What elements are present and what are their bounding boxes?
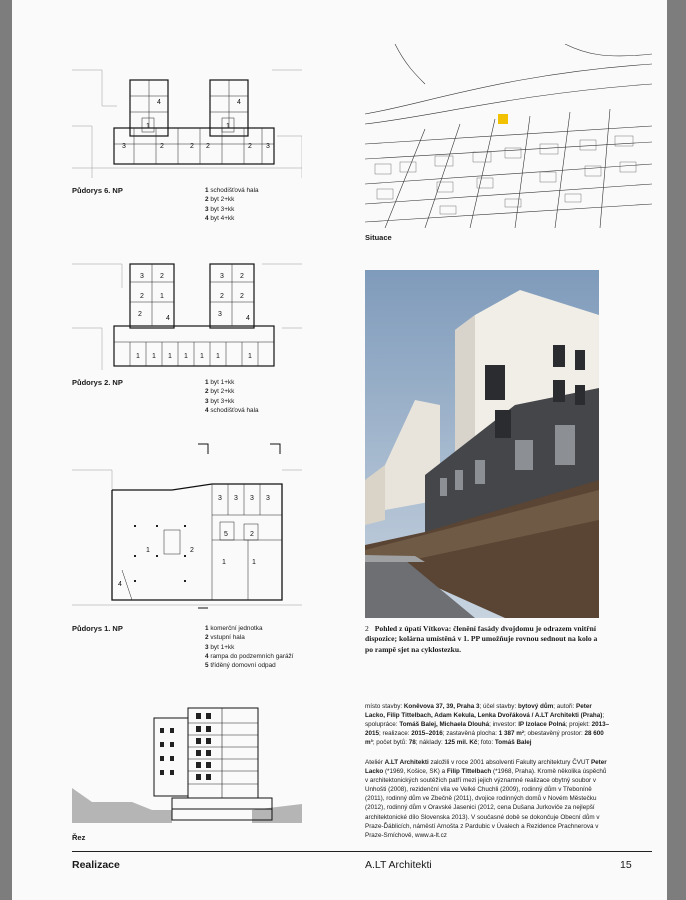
svg-text:1: 1	[146, 547, 150, 554]
svg-text:2: 2	[240, 293, 244, 300]
legend-item: 3 byt 3+kk	[205, 397, 235, 405]
svg-text:1: 1	[226, 123, 230, 130]
svg-text:1: 1	[216, 353, 220, 360]
situation-map-svg	[365, 44, 652, 228]
svg-text:3: 3	[140, 273, 144, 280]
svg-text:3: 3	[218, 311, 222, 318]
svg-text:1: 1	[200, 353, 204, 360]
legend-item: 1 komerční jednotka	[205, 625, 263, 632]
floor-plan-1np-drawing	[72, 440, 302, 615]
svg-text:2: 2	[206, 143, 210, 150]
plan-title-1np: Půdorys 1. NP	[72, 624, 123, 633]
svg-text:3: 3	[220, 273, 224, 280]
svg-text:4: 4	[166, 315, 170, 322]
plan-legend-6np	[205, 186, 259, 223]
floor-plan-2np-drawing	[72, 258, 302, 370]
situation-map	[365, 44, 652, 228]
legend-item: 3 byt 1+kk	[205, 643, 235, 651]
svg-text:2: 2	[138, 311, 142, 318]
svg-text:3: 3	[266, 495, 270, 502]
legend-item: 2 byt 2+kk	[205, 196, 235, 204]
project-facts: místo stavby: Koněvova 37, 39, Praha 3; účel stavby: bytový dům; autoři: Peter Lacko, Filip Tittelbach, Adam Kekula, Lenka Dvořáková / A.LT Architekti (Praha); spolupráce: Tomáš Balej, Michaela Dlouhá; investor: IP Izolace Polná; projekt: 2013–2015; realizace: 2015–2016; zastavěná plocha: 1 387 m²; obestavěný prostor: 28 600 m³; počet bytů: 78; náklady: 125 mil. Kč; foto: Tomáš Balej	[365, 703, 610, 747]
floor-plan-6np	[72, 66, 302, 178]
plan-legend-2np	[205, 378, 259, 415]
caption-number: 2	[365, 624, 369, 633]
svg-text:2: 2	[220, 293, 224, 300]
svg-text:2: 2	[160, 273, 164, 280]
floor-plan-1np	[72, 440, 302, 615]
page-number: 15	[620, 859, 632, 871]
magazine-page	[12, 0, 667, 900]
svg-text:2: 2	[140, 293, 144, 300]
svg-text:2: 2	[190, 547, 194, 554]
svg-text:1: 1	[252, 559, 256, 566]
legend-item: 4 byt 4+kk	[205, 214, 235, 222]
legend-item: 4 rampa do podzemních garáží	[205, 652, 294, 660]
situation-label: Situace	[365, 233, 392, 242]
plan-title-6np: Půdorys 6. NP	[72, 186, 123, 195]
svg-text:3: 3	[218, 495, 222, 502]
svg-text:2: 2	[160, 143, 164, 150]
svg-text:3: 3	[250, 495, 254, 502]
svg-text:1: 1	[160, 293, 164, 300]
floor-plan-2np	[72, 258, 302, 370]
site-marker	[498, 114, 508, 124]
plan-title-2np: Půdorys 2. NP	[72, 378, 123, 387]
svg-text:3: 3	[234, 495, 238, 502]
svg-text:1: 1	[184, 353, 188, 360]
svg-text:1: 1	[248, 353, 252, 360]
legend-item: 4 schodišťová hala	[205, 406, 259, 414]
footer-section: Realizace	[72, 859, 120, 871]
building-photo	[365, 270, 599, 618]
caption-text: Pohled z úpatí Vítkova: členění fasády dvojdomu je odrazem vnitřní dispozice; kolárna umístěná v 1. PP umožňuje rovnou sednout na kolo a po rampě sjet na cyklostezku.	[365, 624, 598, 654]
svg-text:1: 1	[152, 353, 156, 360]
section-drawing-svg	[72, 698, 302, 823]
studio-description: Ateliér A.LT Architekti založili v roce 2001 absolventi Fakulty architektury ČVUT Peter Lacko (*1969, Košice, SK) a Filip Tittelbach (*1968, Praha). Kromě několika úspěchů v architektonických soutěžích patří mezi jejich významné realizace obytný soubor v Unhošti (2008), rezidenční vila ve Velké Chuchli (2009), rodinný dům v Třeboníně (2011), rodinný dům ve Zbečně (2011), dvojice rodinných domů v Novém Městečku (2012), rodinný dům v Oravské Jasenici (2012, cena Dušana Jurkoviče za nejlepší architektonické dílo Slovenska 2013). V současné době se dokončuje Obecní dům v Praze-Ďáblicích, náměstí Arnošta z Pardubic v Úvalech a Rezidence Prachnerova v Praze-Smíchově, www.a-lt.cz	[365, 759, 607, 839]
legend-item: 1 schodišťová hala	[205, 187, 259, 194]
section-label: Řez	[72, 833, 86, 842]
studio-website-link[interactable]: www.a-lt.cz	[415, 831, 447, 839]
legend-item: 1 byt 1+kk	[205, 379, 235, 386]
svg-text:2: 2	[250, 531, 254, 538]
building-photo-svg	[365, 270, 599, 618]
svg-text:3: 3	[266, 143, 270, 150]
photo-caption	[365, 624, 605, 655]
svg-text:1: 1	[222, 559, 226, 566]
floor-plan-6np-drawing	[72, 66, 302, 178]
svg-text:3: 3	[122, 143, 126, 150]
svg-text:5: 5	[224, 531, 228, 538]
svg-text:4: 4	[157, 99, 161, 106]
legend-item: 2 byt 2+kk	[205, 388, 235, 396]
svg-text:4: 4	[246, 315, 250, 322]
svg-text:2: 2	[248, 143, 252, 150]
plan-legend-1np	[205, 624, 293, 670]
svg-text:4: 4	[118, 581, 122, 588]
svg-text:1: 1	[146, 123, 150, 130]
footer-studio: A.LT Architekti	[365, 859, 432, 871]
svg-text:2: 2	[240, 273, 244, 280]
svg-text:2: 2	[190, 143, 194, 150]
legend-item: 3 byt 3+kk	[205, 205, 235, 213]
svg-text:1: 1	[168, 353, 172, 360]
section-drawing	[72, 698, 302, 823]
footer-rule	[72, 851, 652, 852]
svg-text:4: 4	[237, 99, 241, 106]
legend-item: 2 vstupní hala	[205, 634, 245, 642]
svg-text:1: 1	[136, 353, 140, 360]
legend-item: 5 tříděný domovní odpad	[205, 662, 276, 670]
